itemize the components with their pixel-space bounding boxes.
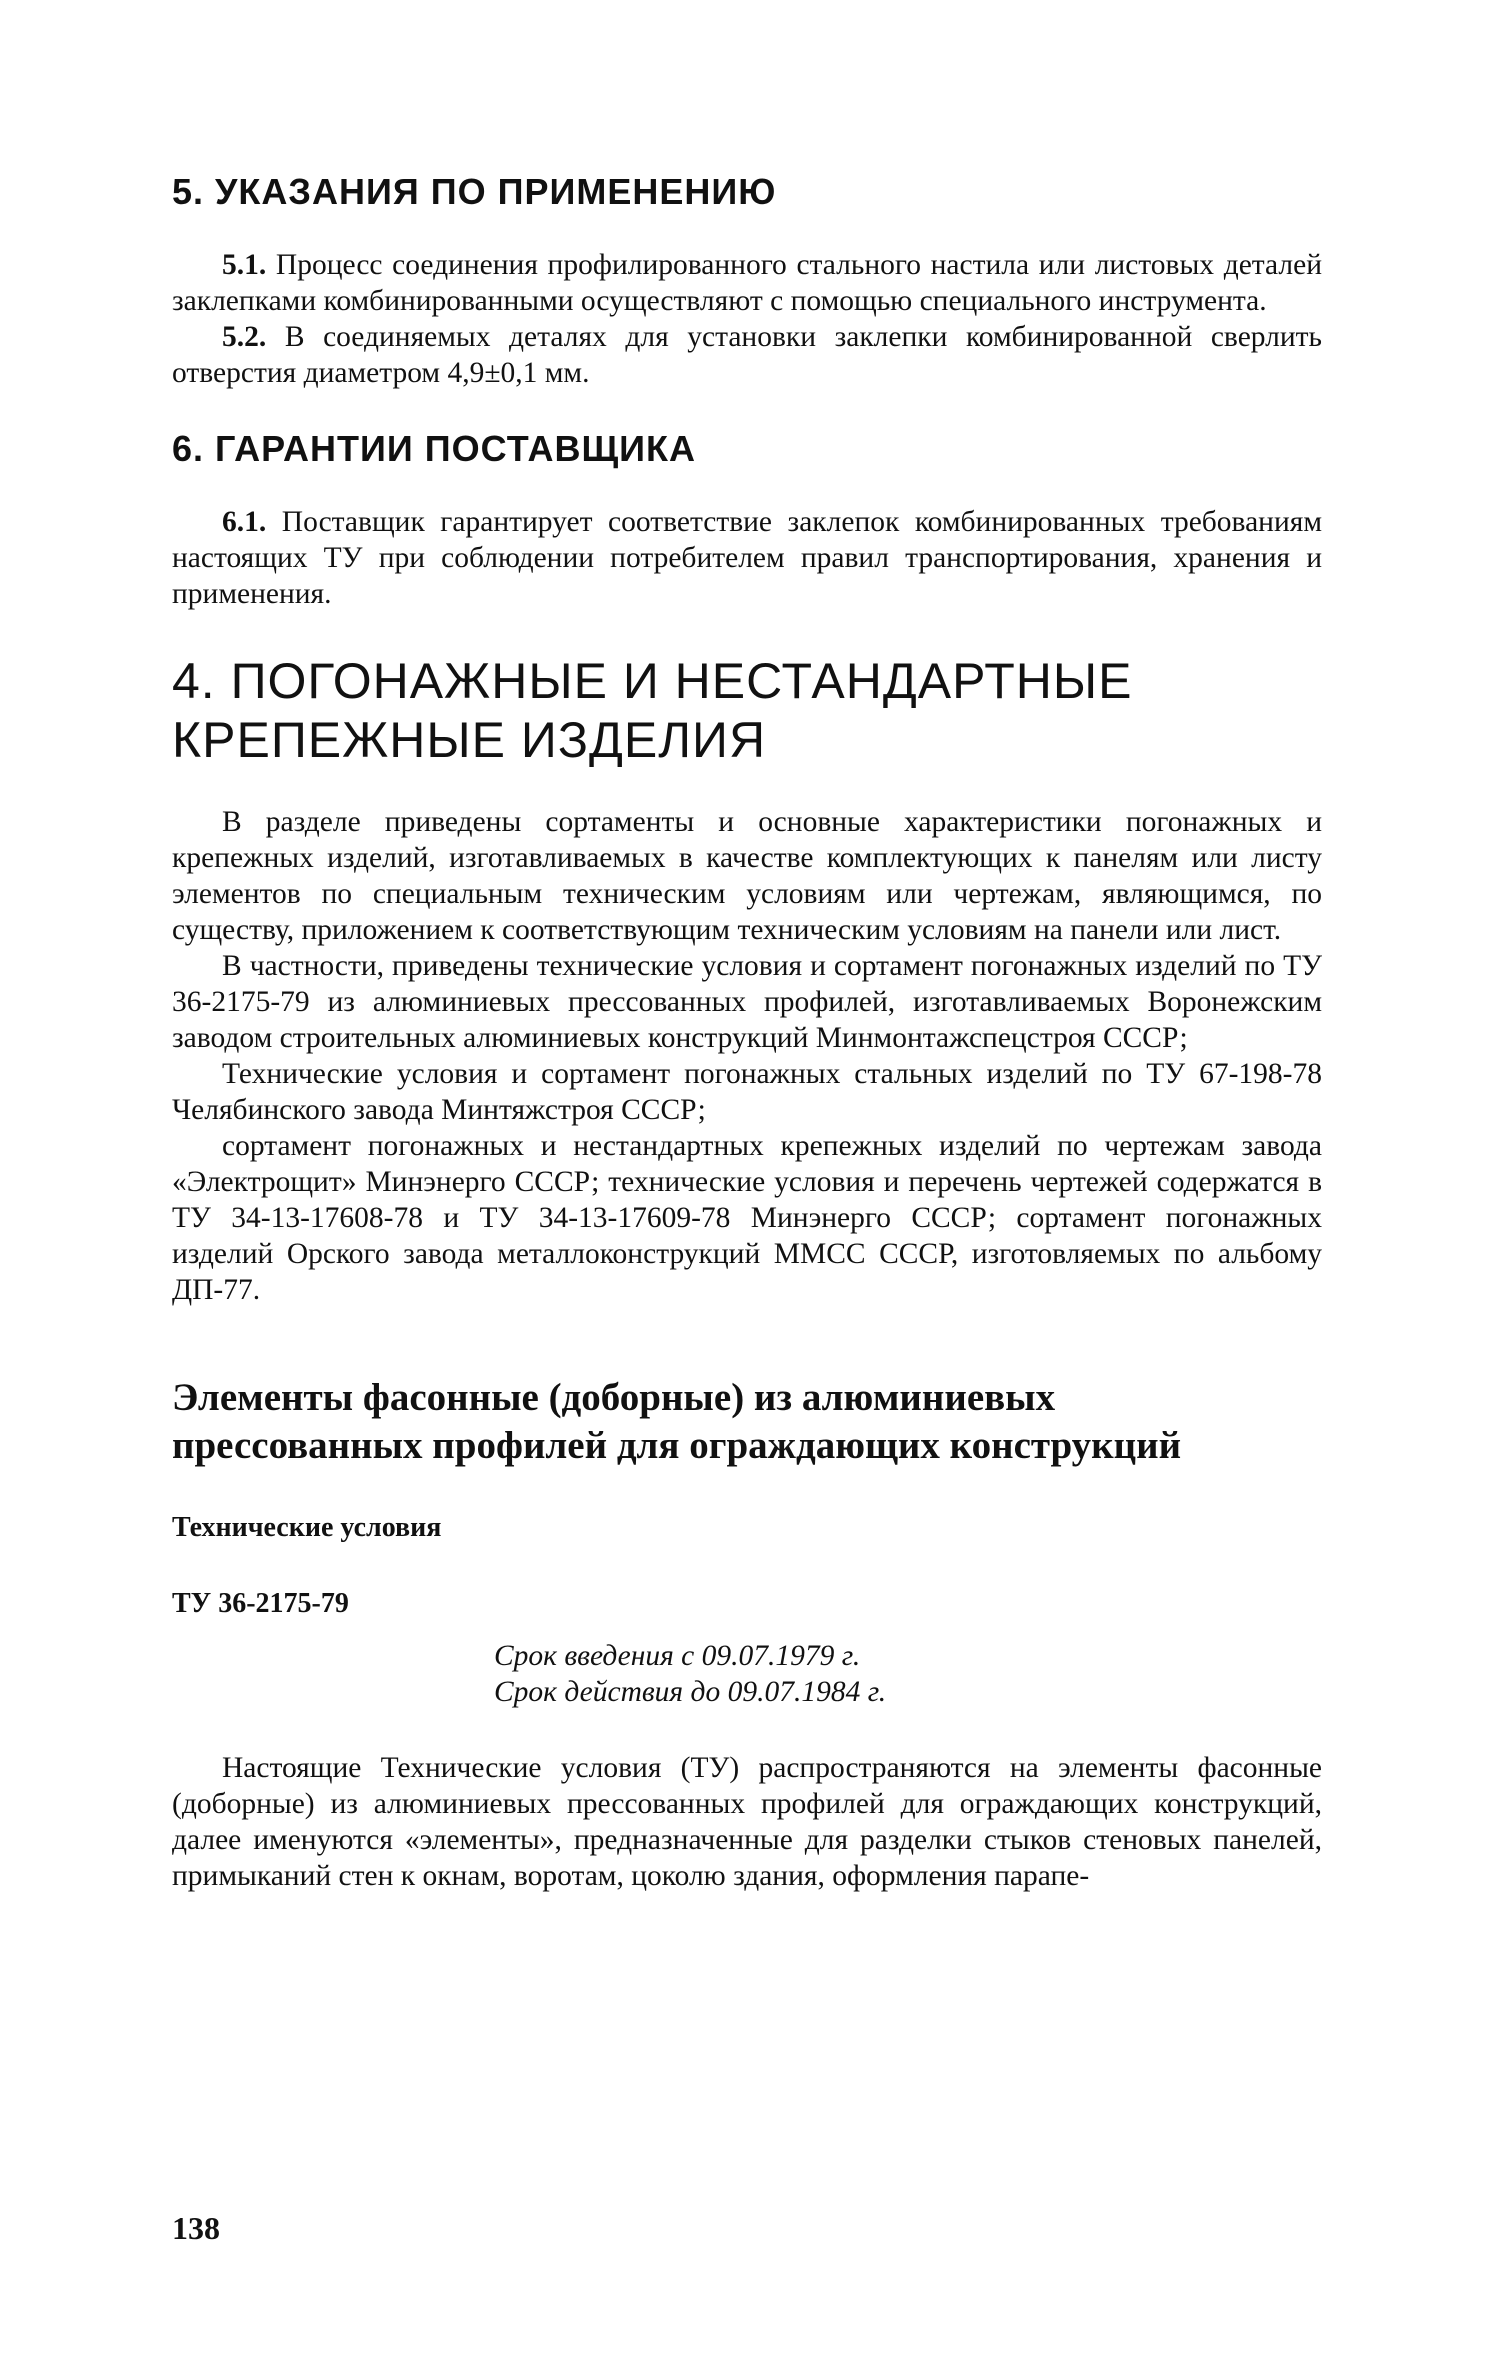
- document-code: ТУ 36-2175-79: [172, 1587, 349, 1619]
- chapter-4-heading-line1: 4. ПОГОНАЖНЫЕ И НЕСТАНДАРТНЫЕ: [172, 653, 1133, 710]
- section-6-heading: 6. ГАРАНТИИ ПОСТАВЩИКА: [172, 428, 696, 470]
- elements-title: [172, 1374, 1322, 1469]
- chapter-4-paragraph-1: В разделе приведены сортаменты и основные характеристики погонажных и крепежных изделий, изготавливаемых в качестве комплектующих к панелям или листу элементов по специальным техническим условиям или чертежам, являющимся, по существу, приложением к соответствующим техническим условиям на панели или лист.: [172, 806, 1322, 947]
- elements-title-line2: прессованных профилей для ограждающих конструкций: [172, 1423, 1182, 1467]
- paragraph-5-2: [172, 319, 1322, 391]
- elements-title-line1: Элементы фасонные (доборные) из алюминиевых: [172, 1376, 1056, 1420]
- chapter-4-heading-line2: КРЕПЕЖНЫЕ ИЗДЕЛИЯ: [172, 712, 767, 769]
- paragraph-5-1: [172, 247, 1322, 319]
- page-content: [172, 170, 1322, 1894]
- date-end: Срок действия до 09.07.1984 г.: [494, 1675, 887, 1708]
- chapter-4-paragraph-4: сортамент погонажных и нестандартных крепежных изделий по чертежам завода «Электрощит» Минэнерго СССР; технические условия и перечень чертежей содержатся в ТУ 34-13-17608-78 и ТУ 34-13-17609-78 Минэнерго СССР; сортамент погонажных изделий Орского завода металлоконструкций ММСС СССР, изготовляемых по альбому ДП-77.: [172, 1130, 1322, 1307]
- chapter-4-heading: [172, 652, 1322, 770]
- item-number: 5.1.: [222, 249, 267, 282]
- item-text: В соединяемых деталях для установки заклепки комбинированной сверлить отверстия диаметром 4,9±0,1 мм.: [172, 321, 1323, 390]
- elements-subtitle: Технические условия: [172, 1511, 442, 1543]
- item-number: 6.1.: [222, 506, 267, 539]
- item-text: Процесс соединения профилированного стального настила или листовых деталей заклепками комбинированными осуществляют с помощью специального инструмента.: [172, 249, 1323, 318]
- page-number: 138: [172, 2210, 220, 2246]
- item-text: Поставщик гарантирует соответствие заклепок комбинированных требованиям настоящих ТУ при соблюдении потребителем правил транспортирования, хранения и применения.: [172, 506, 1322, 611]
- chapter-4-paragraph-2: В частности, приведены технические условия и сортамент погонажных изделий по ТУ 36-2175-79 из алюминиевых прессованных профилей, изготавливаемых Воронежским заводом строительных алюминиевых конструкций Минмонтажспецстроя СССР;: [172, 950, 1322, 1055]
- section-5-heading: 5. УКАЗАНИЯ ПО ПРИМЕНЕНИЮ: [172, 171, 777, 212]
- item-number: 5.2.: [222, 321, 267, 354]
- chapter-4-paragraph-3: Технические условия и сортамент погонажных стальных изделий по ТУ 67-198-78 Челябинского завода Минтяжстроя СССР;: [172, 1058, 1322, 1127]
- paragraph-6-1: [172, 504, 1322, 612]
- date-start: Срок введения с 09.07.1979 г.: [494, 1639, 861, 1672]
- elements-paragraph: Настоящие Технические условия (ТУ) распространяются на элементы фасонные (доборные) из алюминиевых прессованных профилей для ограждающих конструкций, далее именуются «элементы», предназначенные для разделки стыков стеновых панелей, примыканий стен к окнам, воротам, цоколю здания, оформления парапе-: [172, 1751, 1322, 1892]
